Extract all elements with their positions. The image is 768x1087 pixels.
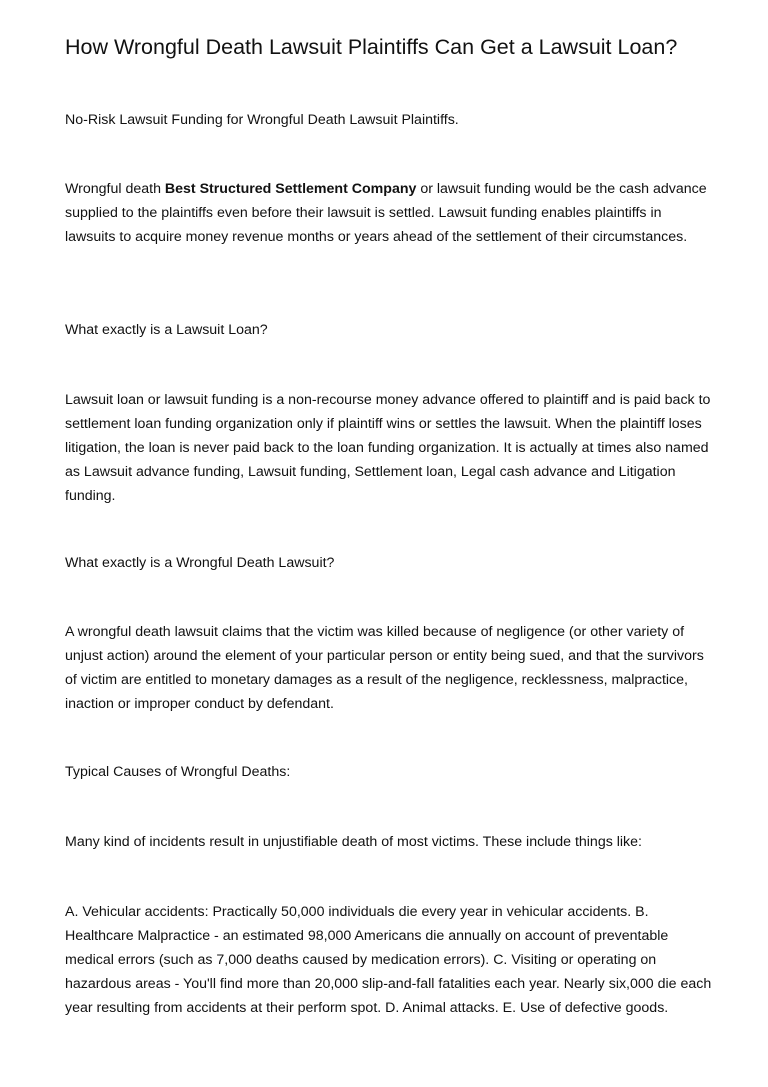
paragraph-lawsuit-loan: Lawsuit loan or lawsuit funding is a non-recourse money advance offered to plaintiff and is paid back to settlement loan funding organization only if plaintiff wins or settles the lawsuit. When the plaintiff loses litigation, the loan is never paid back to the loan funding organization. It is actually at times also named as Lawsuit advance funding, Lawsuit funding, Settlement loan, Legal cash advance and Litigation funding. [65,392,711,504]
section-heading-wrongful-death: What exactly is a Wrongful Death Lawsuit? [65,555,335,571]
paragraph-causes-list: A. Vehicular accidents: Practically 50,000 individuals die every year in vehicular accidents. B. Healthcare Malpractice - an estimated 98,000 Americans die annually on account of preventable medical errors (such as 7,000 deaths caused by medication errors). C. Visiting or operating on hazardous areas - You'll find more than 20,000 slip-and-fall fatalities each year. Nearly six,000 die each year resulting from accidents at their perform spot. D. Animal attacks. E. Use of defective goods. [65,904,712,1016]
section-heading-lawsuit-loan: What exactly is a Lawsuit Loan? [65,322,268,338]
paragraph-causes-intro: Many kind of incidents result in unjustifiable death of most victims. These include things like: [65,834,642,850]
paragraph-wrongful-death: A wrongful death lawsuit claims that the victim was killed because of negligence (or other variety of unjust action) around the element of your particular person or entity being sued, and that the survivors of victim are entitled to monetary damages as a result of the negligence, recklessness, malpractice, inaction or improper conduct by defendant. [65,624,704,712]
intro-paragraph [65,177,715,249]
document-title: How Wrongful Death Lawsuit Plaintiffs Can Get a Lawsuit Loan? [65,35,678,59]
intro-text-after: or lawsuit funding would be the cash advance supplied to the plaintiffs even before their lawsuit is settled. Lawsuit funding enables plaintiffs in lawsuits to acquire money revenue months or years ahead of the settlement of their circumstances. [65,181,707,245]
document-subtitle: No-Risk Lawsuit Funding for Wrongful Death Lawsuit Plaintiffs. [65,112,459,128]
section-heading-causes: Typical Causes of Wrongful Deaths: [65,764,291,780]
intro-bold-link-text: Best Structured Settlement Company [164,181,417,197]
intro-text-before: Wrongful death [65,181,165,197]
document-page [65,35,715,1016]
